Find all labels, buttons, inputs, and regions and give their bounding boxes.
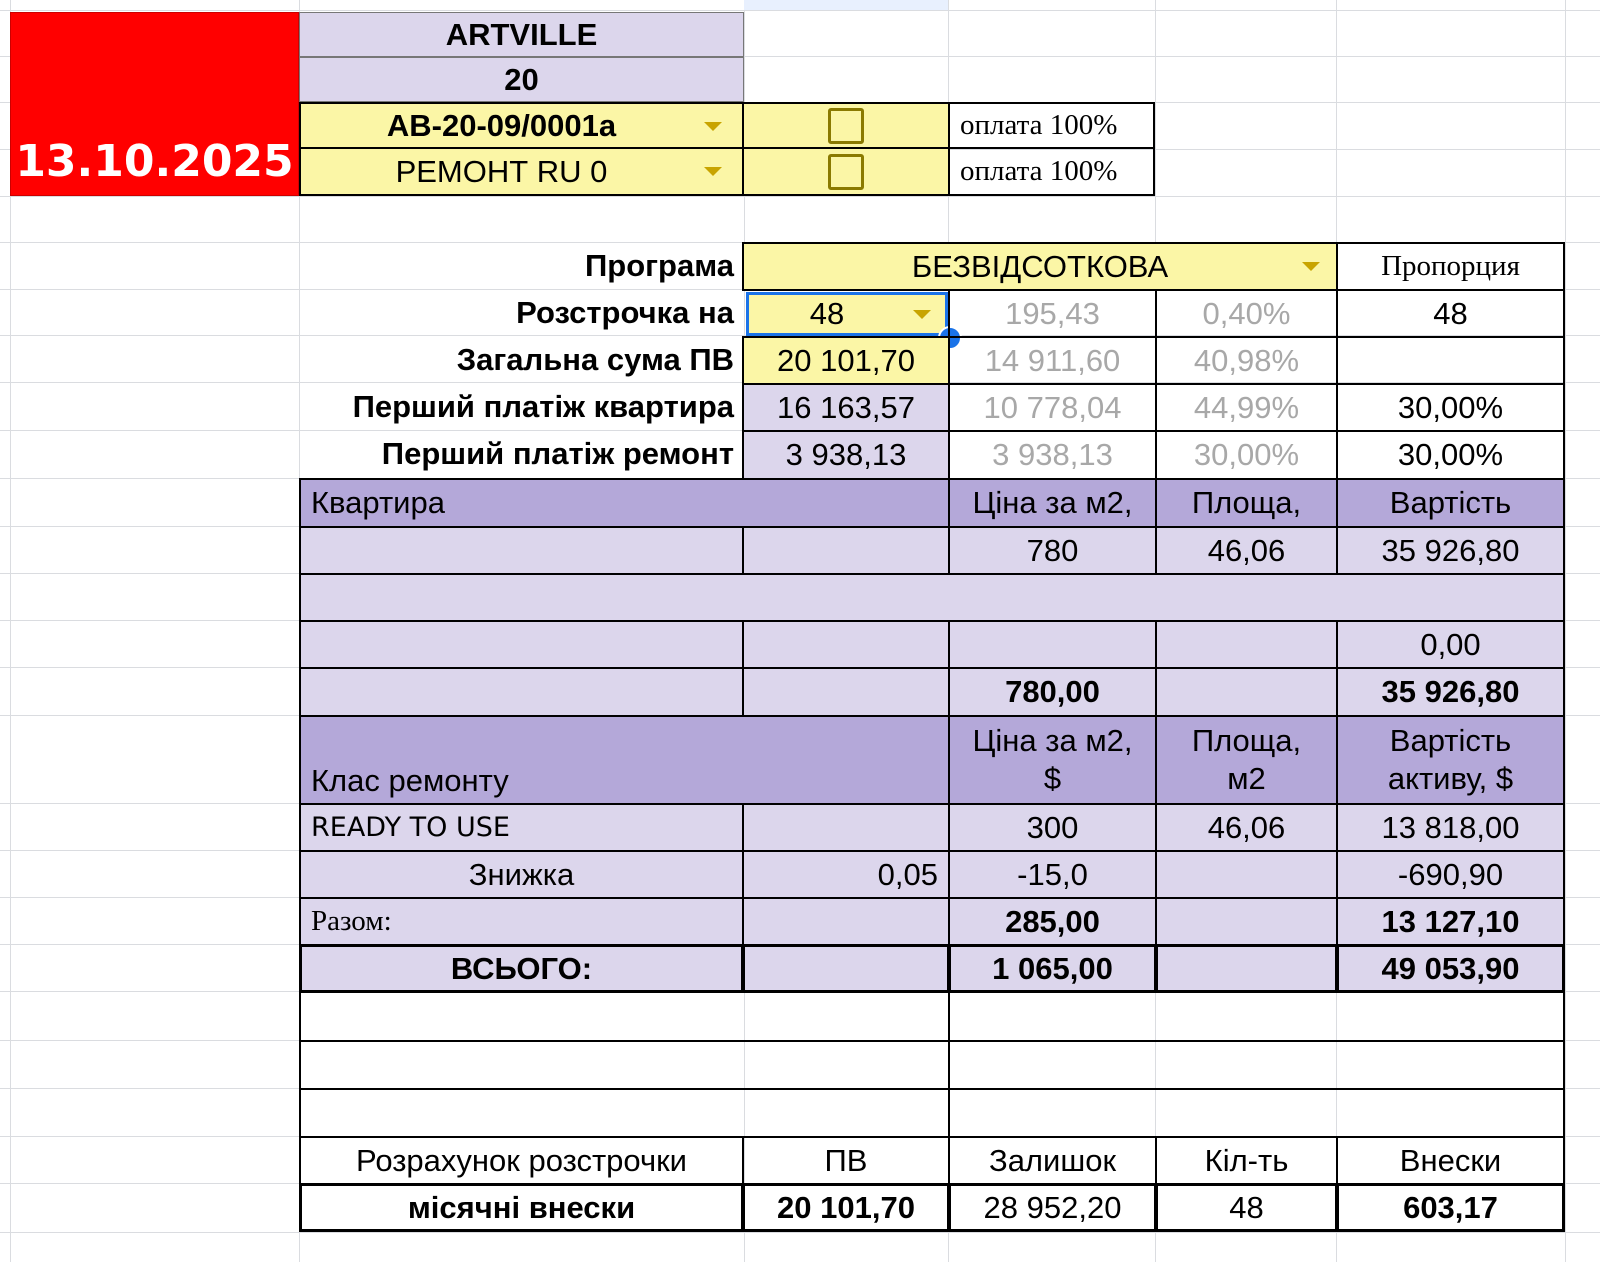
flat-row2[interactable] [299, 573, 1565, 622]
date-text: 13.10.2025 [15, 136, 294, 187]
flat-row3-c[interactable] [948, 620, 1157, 669]
checkbox-unit[interactable] [828, 108, 864, 144]
flat-total-cost[interactable]: 35 926,80 [1336, 667, 1565, 717]
first-repair-col3[interactable]: 3 938,13 [948, 430, 1157, 480]
calc-header-count[interactable]: Кіл-ть [1155, 1136, 1338, 1185]
repair-header-cost-l2: активу, $ [1387, 761, 1514, 796]
repair-header-cost[interactable] [1336, 715, 1565, 805]
total-pv-label: Загальна сума ПВ [456, 341, 734, 377]
repair-header-cost-l1: Вартість [1389, 723, 1512, 758]
repair-row1-area[interactable]: 46,06 [1155, 803, 1338, 852]
flat-row3-d[interactable] [1155, 620, 1338, 669]
flat-header-area[interactable]: Площа, [1155, 478, 1338, 528]
first-repair-col5[interactable]: 30,00% [1336, 430, 1565, 480]
empty-row3-right[interactable] [948, 1088, 1565, 1138]
installment-col3[interactable]: 195,43 [948, 289, 1157, 338]
dropdown-arrow-icon[interactable] [704, 167, 722, 176]
flat-row1-a[interactable] [299, 526, 744, 575]
dropdown-arrow-icon[interactable] [913, 310, 931, 319]
installment-value: 48 [809, 296, 845, 331]
empty-row2-right[interactable] [948, 1040, 1565, 1090]
installment-label: Розстрочка на [516, 294, 734, 330]
installment-dropdown[interactable] [746, 292, 948, 336]
subtotal-label[interactable]: Разом: [299, 897, 744, 946]
flat-total-b[interactable] [742, 667, 950, 717]
repair-header-area-l2: м2 [1227, 761, 1266, 796]
total-pv-value[interactable]: 20 101,70 [742, 336, 950, 385]
dropdown-arrow-icon[interactable] [1302, 262, 1320, 271]
calc-header-remainder[interactable]: Залишок [948, 1136, 1157, 1185]
repair-header-price[interactable] [948, 715, 1157, 805]
subtotal-cost[interactable]: 13 127,10 [1336, 897, 1565, 946]
first-flat-label: Перший платіж квартира [352, 388, 734, 424]
payment-note-1[interactable]: оплата 100% [948, 102, 1155, 149]
date-cell[interactable] [10, 12, 299, 196]
empty-row2-left[interactable] [299, 1040, 950, 1090]
first-flat-col5[interactable]: 30,00% [1336, 383, 1565, 432]
flat-row1-price[interactable]: 780 [948, 526, 1157, 575]
repair-row1-label[interactable]: READY TO USE [299, 803, 744, 852]
flat-total-d[interactable] [1155, 667, 1338, 717]
number-cell[interactable]: 20 [299, 57, 744, 102]
repair-header-label[interactable]: Клас ремонту [299, 715, 950, 805]
repair-header-price-l2: $ [1043, 761, 1062, 796]
program-value: БЕЗВІДСОТКОВА [911, 248, 1169, 284]
repair-header-price-l1: Ціна за м2, [972, 723, 1133, 758]
discount-area[interactable] [1155, 850, 1338, 899]
empty-row1-right[interactable] [948, 991, 1565, 1042]
repair-row1-cost[interactable]: 13 818,00 [1336, 803, 1565, 852]
first-flat-col3[interactable]: 10 778,04 [948, 383, 1157, 432]
calc-header-payments[interactable]: Внески [1336, 1136, 1565, 1185]
installment-col5[interactable]: 48 [1336, 289, 1565, 338]
grand-total-cost[interactable]: 49 053,90 [1336, 944, 1565, 993]
flat-header-price[interactable]: Ціна за м2, [948, 478, 1157, 528]
calc-header-label[interactable]: Розрахунок розстрочки [299, 1136, 744, 1185]
repair-header-area-l1: Площа, [1191, 723, 1302, 758]
flat-row1-area[interactable]: 46,06 [1155, 526, 1338, 575]
calc-row-payments[interactable]: 603,17 [1336, 1183, 1565, 1232]
first-repair-col4[interactable]: 30,00% [1155, 430, 1338, 480]
empty-row1-left[interactable] [299, 991, 950, 1042]
payment-note-2[interactable]: оплата 100% [948, 147, 1155, 196]
first-flat-value[interactable]: 16 163,57 [742, 383, 950, 432]
proportion-header[interactable]: Пропорция [1336, 242, 1565, 291]
flat-row3-a[interactable] [299, 620, 744, 669]
unit-code-dropdown[interactable] [299, 102, 744, 149]
discount-price[interactable]: -15,0 [948, 850, 1157, 899]
unit-code-value: АВ-20-09/0001а [386, 107, 617, 143]
subtotal-d[interactable] [1155, 897, 1338, 946]
subtotal-price[interactable]: 285,00 [948, 897, 1157, 946]
project-cell[interactable]: ARTVILLE [299, 12, 744, 57]
flat-row1-b[interactable] [742, 526, 950, 575]
first-repair-label: Перший платіж ремонт [381, 436, 734, 471]
discount-cost[interactable]: -690,90 [1336, 850, 1565, 899]
calc-row-pv[interactable]: 20 101,70 [742, 1183, 950, 1232]
grand-total-price[interactable]: 1 065,00 [948, 944, 1157, 993]
first-flat-col4[interactable]: 44,99% [1155, 383, 1338, 432]
checkbox-cell-2[interactable] [742, 147, 950, 196]
flat-row1-cost[interactable]: 35 926,80 [1336, 526, 1565, 575]
flat-row3-b[interactable] [742, 620, 950, 669]
calc-row-remainder[interactable]: 28 952,20 [948, 1183, 1157, 1232]
total-pv-col5[interactable] [1336, 336, 1565, 385]
grand-total-label[interactable]: ВСЬОГО: [299, 944, 744, 993]
flat-total-price[interactable]: 780,00 [948, 667, 1157, 717]
calc-row-label[interactable]: місячні внески [299, 1183, 744, 1232]
grand-total-b[interactable] [742, 944, 950, 993]
discount-rate[interactable]: 0,05 [742, 850, 950, 899]
total-pv-col3[interactable]: 14 911,60 [948, 336, 1157, 385]
calc-header-pv[interactable]: ПВ [742, 1136, 950, 1185]
program-dropdown[interactable] [742, 242, 1338, 291]
repair-row1-b[interactable] [742, 803, 950, 852]
discount-label[interactable]: Знижка [299, 850, 744, 899]
flat-header-label[interactable]: Квартира [299, 478, 950, 528]
checkbox-repair[interactable] [828, 154, 864, 190]
program-label: Програма [584, 247, 734, 283]
repair-row1-price[interactable]: 300 [948, 803, 1157, 852]
repair-code-dropdown[interactable] [299, 147, 744, 196]
calc-row-count[interactable]: 48 [1155, 1183, 1338, 1232]
grand-total-d[interactable] [1155, 944, 1338, 993]
flat-total-a[interactable] [299, 667, 744, 717]
empty-row3-left[interactable] [299, 1088, 950, 1138]
flat-header-cost[interactable]: Вартість [1336, 478, 1565, 528]
dropdown-arrow-icon[interactable] [704, 122, 722, 131]
total-pv-col4[interactable]: 40,98% [1155, 336, 1338, 385]
checkbox-cell-1[interactable] [742, 102, 950, 149]
column-header-highlight [744, 0, 948, 10]
first-repair-value[interactable]: 3 938,13 [742, 430, 950, 480]
repair-code-value: РЕМОНТ RU 0 [395, 153, 608, 189]
repair-header-area[interactable] [1155, 715, 1338, 805]
flat-row3-cost[interactable]: 0,00 [1336, 620, 1565, 669]
installment-col4[interactable]: 0,40% [1155, 289, 1338, 338]
subtotal-b[interactable] [742, 897, 950, 946]
